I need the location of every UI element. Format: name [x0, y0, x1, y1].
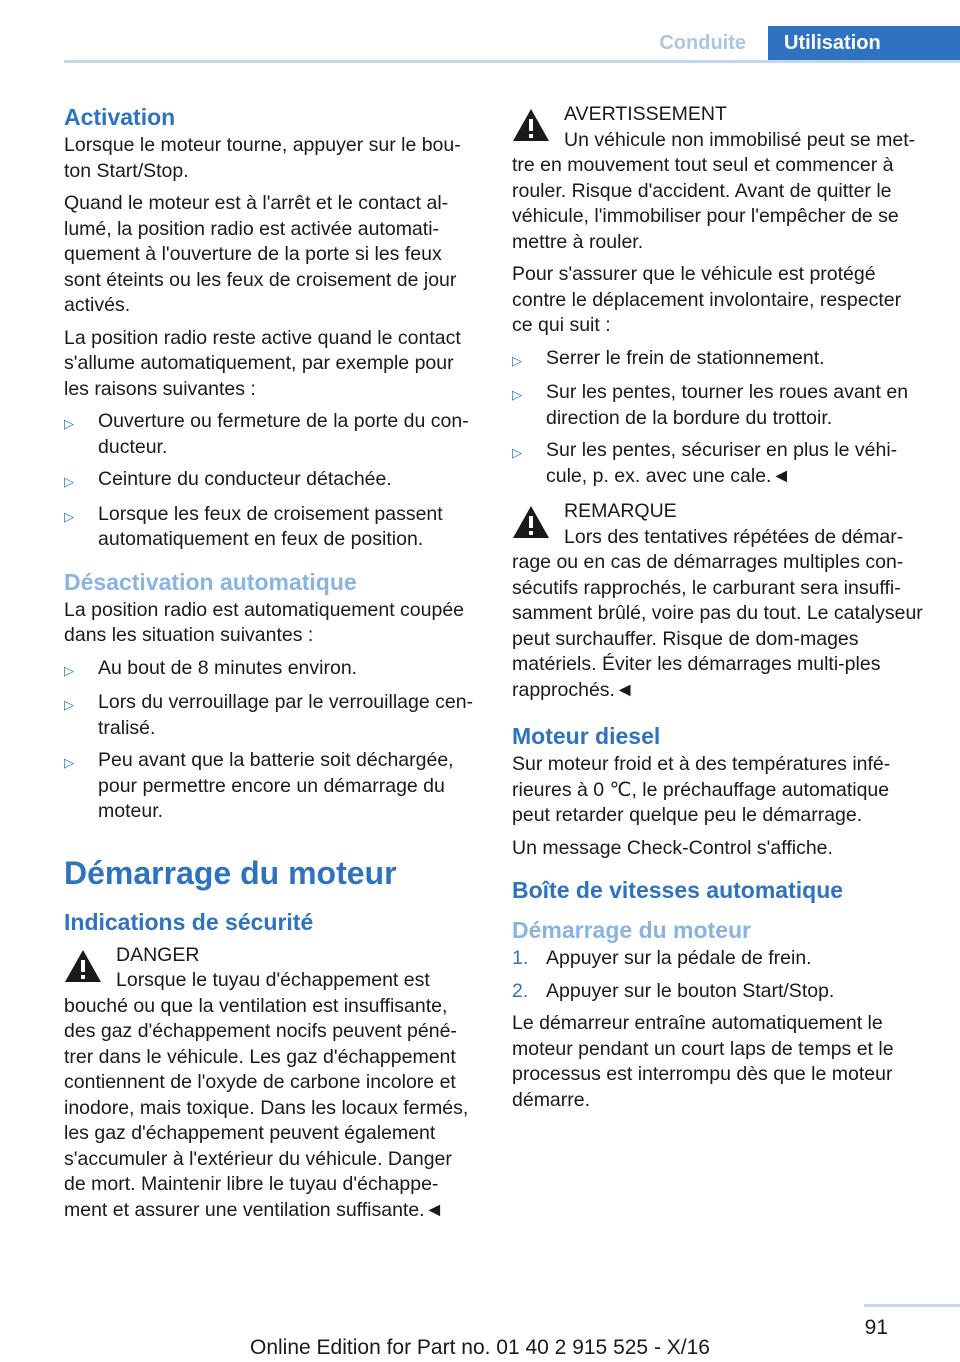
triangle-right-icon: ▷ — [512, 387, 522, 402]
warning-triangle-icon — [512, 505, 550, 539]
warning-label: AVERTISSEMENT — [564, 103, 727, 125]
list-item: ▷ Ouverture ou fermeture de la porte du con‐ducteur. — [64, 409, 476, 460]
paragraph: Pour s'assurer que le véhicule est protégé contre le déplacement involontaire, respecter ce qui suit : — [512, 263, 902, 336]
triangle-right-icon: ▷ — [64, 755, 74, 770]
tab-conduite[interactable]: Conduite — [659, 32, 746, 54]
danger-notice — [64, 943, 476, 1224]
engine-start-heading: Démarrage du moteur — [512, 917, 752, 943]
triangle-right-icon: ▷ — [64, 416, 74, 431]
note-label: REMARQUE — [564, 500, 677, 522]
triangle-right-icon: ▷ — [64, 508, 74, 524]
section-title: Démarrage du moteur — [64, 854, 397, 891]
list-item: ▷ Sur les pentes, tourner les roues avant en direction de la bordure du trottoir. — [512, 380, 924, 431]
footer-rule — [864, 1304, 960, 1307]
right-column — [512, 102, 924, 1120]
bullet-list — [64, 656, 476, 825]
paragraph: Lorsque le moteur tourne, appuyer sur le bou‐ton Start/Stop. — [64, 134, 461, 182]
paragraph: Sur moteur froid et à des températures infé‐rieures à 0 ℃, le préchauffage automatique peut retarder quelque peu le démarrage. — [512, 753, 891, 826]
triangle-right-icon: ▷ — [512, 445, 522, 460]
triangle-right-icon: ▷ — [64, 662, 74, 678]
header-tabs — [643, 26, 960, 62]
paragraph: Le démarreur entraîne automatiquement le moteur pendant un court laps de temps et le processus est interrompu dès que le moteur démarre. — [512, 1012, 894, 1111]
paragraph: Un message Check-Control s'affiche. — [512, 836, 833, 859]
paragraph: La position radio est automatiquement coupée dans les situation suivantes : — [64, 598, 465, 646]
warning-triangle-icon — [64, 949, 102, 983]
diesel-heading: Moteur diesel — [512, 723, 661, 749]
danger-text: Lorsque le tuyau d'échappement est bouché ou que la ventilation est insuffisante, des gaz d'échappement nocifs peuvent péné‐trer dans le véhicule. Les gaz d'échappement contiennent de l'oxyde de carbone incolore et inodore, mais toxique. Dans les locaux fermés, les gaz d'échappement peuvent également s'accumuler à l'extérieur du véhicule. Danger de mort. Maintenir libre le tuyau d'échappe‐ment et assurer une ventilation suffisante.◄ — [64, 969, 469, 1221]
note-text: Lors des tentatives répétées de démar‐rage ou en cas de démarrages multiples con‐sécutifs rapprochés, le carburant sera insuffi‐samment brûlé, voire pas du tout. Le catalyseur peut surchauffer. Risque de dom‐mages matériels. Éviter les démarrages multi‐ples rapprochés.◄ — [512, 525, 923, 701]
list-item: ▷ Lors du verrouillage par le verrouillage cen‐tralisé. — [64, 690, 476, 741]
triangle-right-icon: ▷ — [64, 474, 74, 489]
safety-heading: Indications de sécurité — [64, 908, 314, 935]
list-item: 1. Appuyer sur la pédale de frein. — [512, 947, 812, 969]
list-item: ▷ Serrer le frein de stationnement. — [512, 346, 924, 374]
warning-text: Un véhicule non immobilisé peut se met‐tre en mouvement tout seul et commencer à rouler. Risque d'accident. Avant de quitter le véhicule, l'immobiliser pour l'empêcher de se mettre à rouler. — [512, 128, 916, 253]
page-number: 91 — [864, 1316, 888, 1339]
danger-label: DANGER — [116, 943, 200, 966]
activation-heading: Activation — [64, 104, 176, 130]
bullet-list — [64, 409, 476, 553]
tab-utilisation[interactable]: Utilisation — [768, 26, 960, 62]
bullet-list — [512, 346, 924, 490]
list-item: ▷ Lorsque les feux de croisement passent automatiquement en feux de position. — [64, 502, 476, 553]
paragraph: Quand le moteur est à l'arrêt et le contact al‐lumé, la position radio est activée automati‐quement à l'ouverture de la porte si les feux sont éteints ou les feux de croisement de jour activés. — [64, 192, 457, 316]
list-item: ▷ Ceinture du conducteur détachée. — [64, 467, 476, 495]
warning-notice — [512, 102, 924, 255]
triangle-right-icon: ▷ — [64, 697, 74, 712]
edition-footer: Online Edition for Part no. 01 40 2 915 525 - X/16 — [250, 1336, 710, 1359]
left-column — [64, 102, 476, 1223]
list-item: 2. Appuyer sur le bouton Start/Stop. — [512, 979, 835, 1002]
numbered-list — [512, 946, 924, 1004]
paragraph: La position radio reste active quand le contact s'allume automatiquement, par exemple pour les raisons suivantes : — [64, 326, 461, 400]
warning-triangle-icon — [512, 108, 550, 142]
list-item: ▷ Au bout de 8 minutes environ. — [64, 656, 476, 684]
list-item: ▷ Peu avant que la batterie soit déchargée, pour permettre encore un démarrage du moteur. — [64, 748, 476, 825]
list-item: ▷ Sur les pentes, sécuriser en plus le véhi‐cule, p. ex. avec une cale.◄ — [512, 438, 924, 489]
deactivation-heading: Désactivation automatique — [64, 568, 357, 595]
header-rule — [64, 60, 960, 63]
note-notice — [512, 499, 924, 703]
auto-gearbox-heading: Boîte de vitesses automatique — [512, 877, 844, 903]
triangle-right-icon: ▷ — [512, 352, 522, 368]
